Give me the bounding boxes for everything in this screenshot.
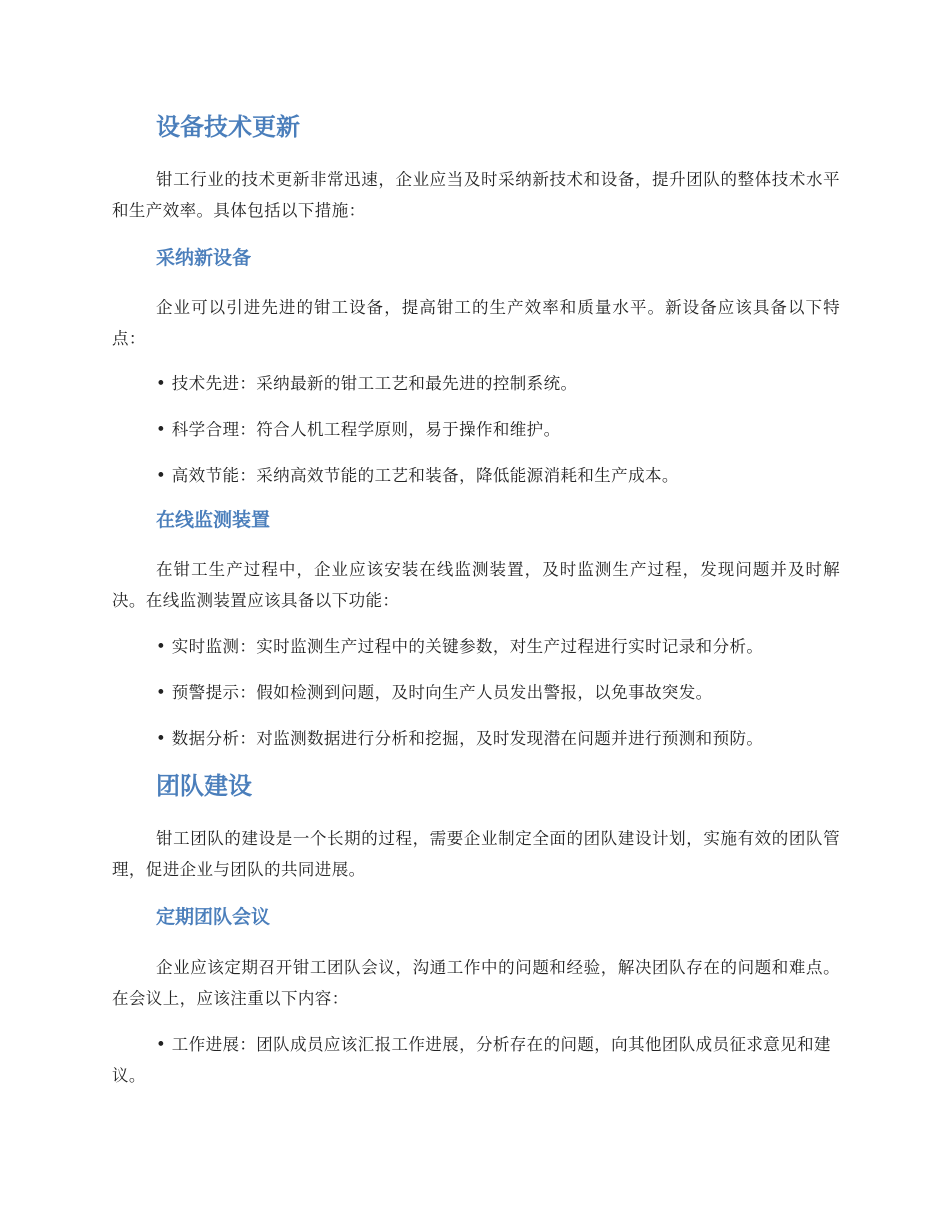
bullet-item: • 高效节能：采纳高效节能的工艺和装备，降低能源消耗和生产成本。 xyxy=(156,466,679,485)
subsection-heading: 采纳新设备 xyxy=(156,247,252,269)
subsection-paragraph: 企业应该定期召开钳工团队会议，沟通工作中的问题和经验，解决团队存在的问题和难点。在会议上，应该注重以下内容： xyxy=(112,958,840,1008)
subsection-heading: 在线监测装置 xyxy=(156,509,271,531)
bullet-item: • 数据分析：对监测数据进行分析和挖掘，及时发现潜在问题并进行预测和预防。 xyxy=(156,729,764,748)
bullet-item: • 工作进展：团队成员应该汇报工作进展，分析存在的问题，向其他团队成员征求意见和建议。 xyxy=(112,1035,831,1085)
bullet-item: • 技术先进：采纳最新的钳工工艺和最先进的控制系统。 xyxy=(156,374,578,393)
subsection-paragraph: 在钳工生产过程中，企业应该安装在线监测装置，及时监测生产过程，发现问题并及时解决。在线监测装置应该具备以下功能： xyxy=(112,560,840,610)
bullet-item: • 科学合理：符合人机工程学原则，易于操作和维护。 xyxy=(156,420,561,439)
section-heading: 团队建设 xyxy=(156,772,252,800)
section-heading: 设备技术更新 xyxy=(156,113,300,141)
section-intro-paragraph: 钳工行业的技术更新非常迅速，企业应当及时采纳新技术和设备，提升团队的整体技术水平和生产效率。具体包括以下措施： xyxy=(112,170,840,220)
bullet-item: • 实时监测：实时监测生产过程中的关键参数，对生产过程进行实时记录和分析。 xyxy=(156,637,764,656)
subsection-paragraph: 企业可以引进先进的钳工设备，提高钳工的生产效率和质量水平。新设备应该具备以下特点： xyxy=(112,298,840,348)
section-intro-paragraph: 钳工团队的建设是一个长期的过程，需要企业制定全面的团队建设计划，实施有效的团队管理，促进企业与团队的共同进展。 xyxy=(112,829,840,879)
subsection-heading: 定期团队会议 xyxy=(156,906,271,928)
bullet-item: • 预警提示：假如检测到问题，及时向生产人员发出警报，以免事故突发。 xyxy=(156,683,713,702)
